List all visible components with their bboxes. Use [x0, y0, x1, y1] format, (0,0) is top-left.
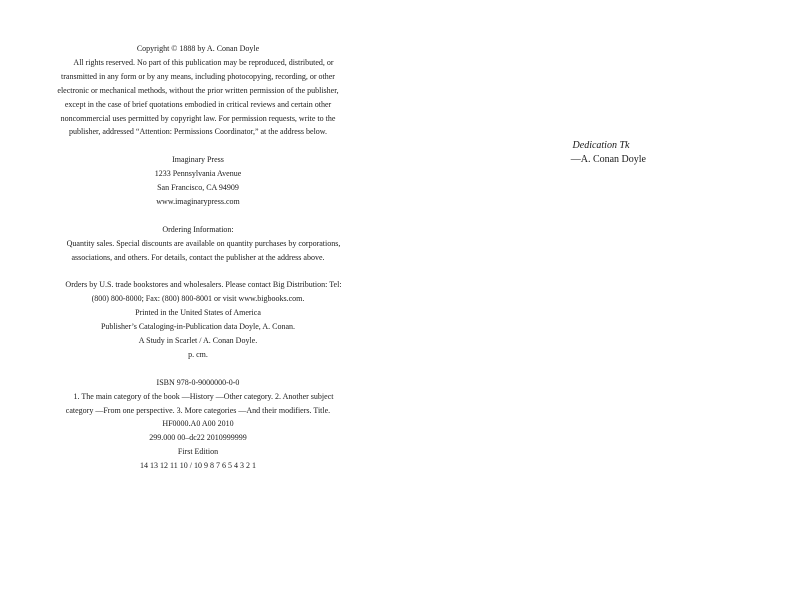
spacer	[50, 362, 346, 376]
rights-reserved-paragraph: All rights reserved. No part of this publication may be reproduced, distributed, or transmitted in any form or by any means, including photocopying, recording, or other electronic or mechanical methods, without the prior written permission of the publisher, except in the case of brief quotations embodied in critical reviews and certain other noncommercial uses permitted by copyright law. For permission requests, write to the publisher, addressed “Attention: Permissions Coordinator,” at the address below.	[57, 57, 339, 137]
isbn-line: ISBN 978-0-9000000-0-0	[156, 377, 240, 387]
spacer	[50, 139, 346, 153]
dewey-number: 299.000 00–dc22 2010999999	[149, 433, 247, 443]
categories-paragraph: 1. The main category of the book —History —Other category. 2. Another subject category —From one perspective. 3. More categories —And their modifiers. Title.	[65, 391, 334, 415]
dedication-block	[556, 139, 646, 167]
book-title-line: A Study in Scarlet / A. Conan Doyle.	[138, 335, 258, 345]
publisher-website: www.imaginarypress.com	[156, 196, 240, 206]
spacer	[50, 264, 346, 278]
pages-line: p. cm.	[188, 349, 208, 359]
dedication-page	[396, 0, 792, 594]
copyright-block	[50, 42, 346, 473]
quantity-sales-paragraph: Quantity sales. Special discounts are available on quantity purchases by corporations, associations, and others. For details, contact the publisher at the address above.	[66, 238, 341, 262]
copyright-line: Copyright © 1888 by A. Conan Doyle	[136, 44, 260, 53]
publisher-name: Imaginary Press	[172, 155, 224, 165]
trade-orders-paragraph: Orders by U.S. trade bookstores and wholesalers. Please contact Big Distribution: Tel: (800) 800-8000; Fax: (800) 800-8001 or visit www.bigbooks.com.	[65, 280, 342, 304]
ordering-heading: Ordering Information:	[162, 224, 234, 234]
cip-data-line: Publisher’s Cataloging-in-Publication data Doyle, A. Conan.	[100, 322, 296, 332]
printing-line: 14 13 12 11 10 / 10 9 8 7 6 5 4 3 2 1	[140, 461, 256, 471]
printed-in-line: Printed in the United States of America	[135, 308, 261, 318]
dedication-title: Dedication Tk	[572, 140, 630, 151]
publisher-street: 1233 Pennsylvania Avenue	[154, 169, 242, 179]
spacer	[50, 209, 346, 223]
dedication-author: —A. Conan Doyle	[570, 154, 646, 165]
lc-call-number: HF0000.A0 A00 2010	[162, 419, 234, 429]
edition-line: First Edition	[177, 447, 219, 457]
publisher-city: San Francisco, CA 94909	[157, 183, 239, 193]
